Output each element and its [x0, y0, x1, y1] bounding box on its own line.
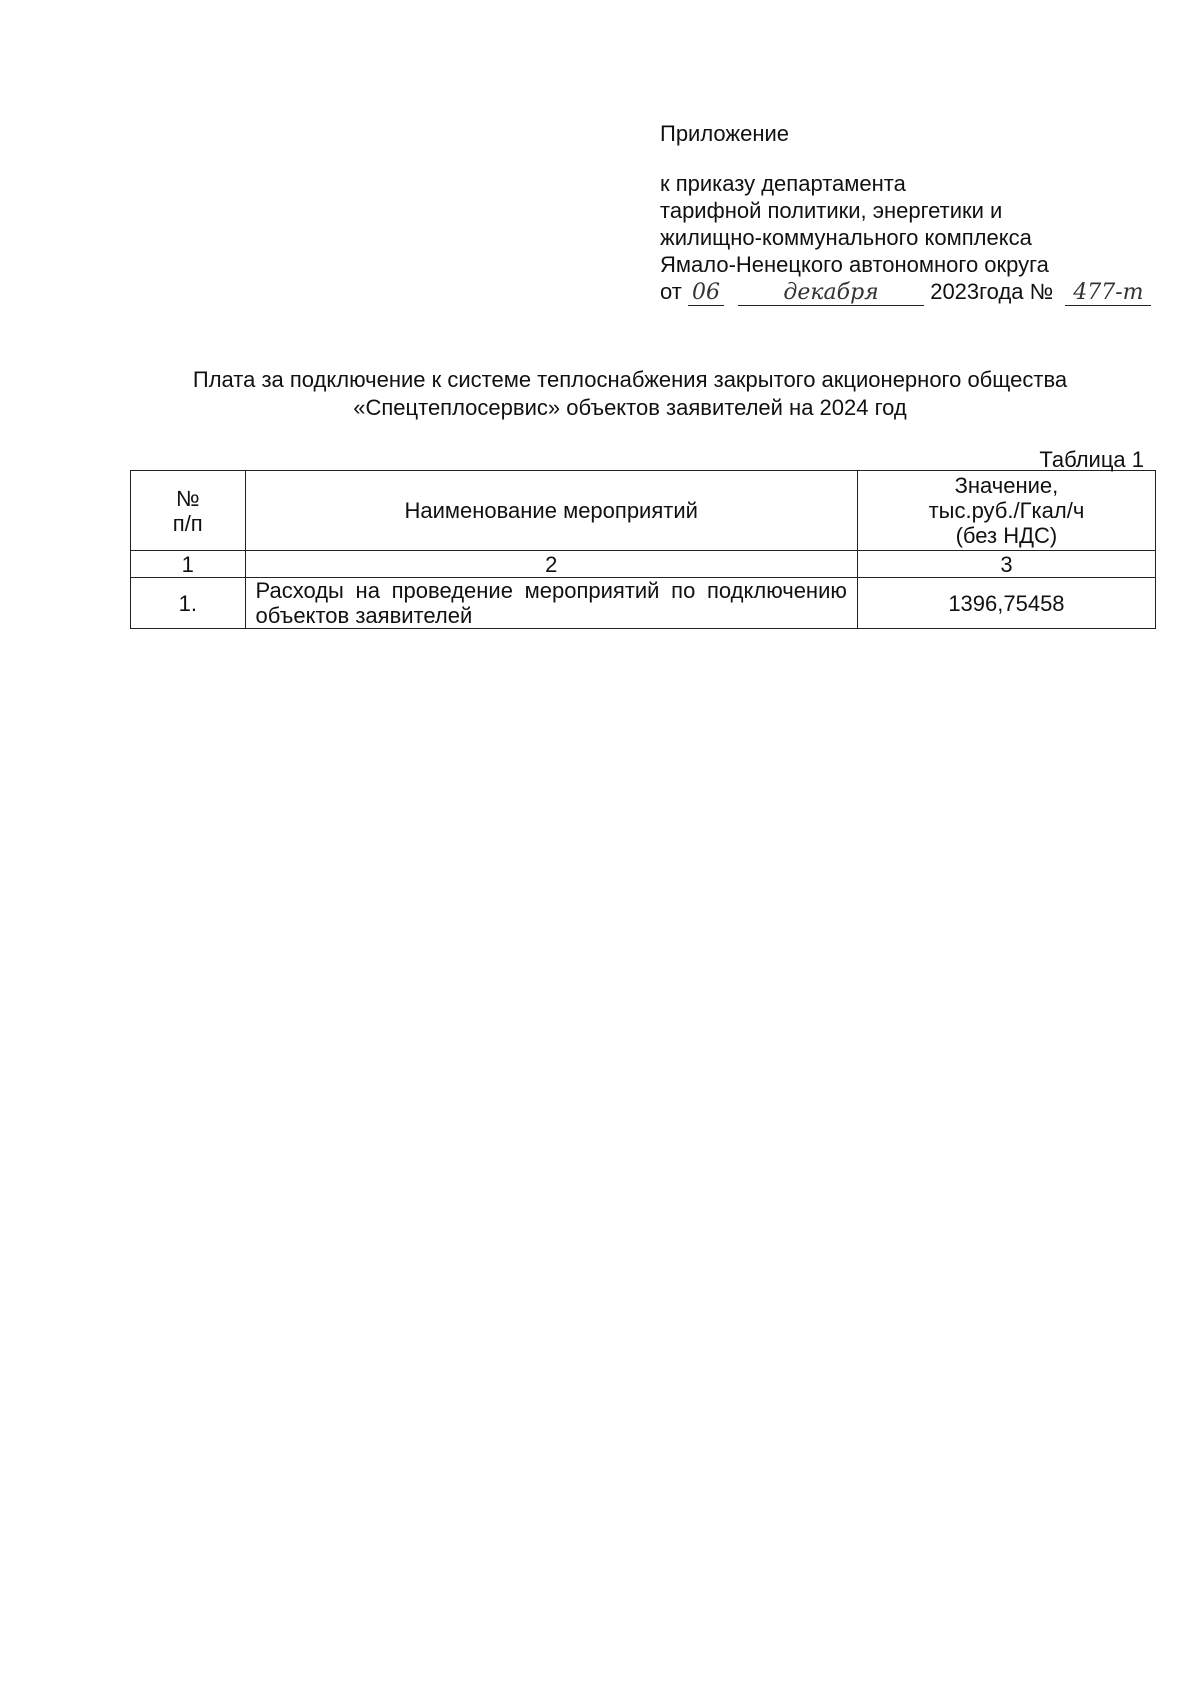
header-num-line: п/п [172, 510, 203, 536]
column-number-cell: 1 [131, 551, 246, 578]
table-caption: Таблица 1 [1039, 447, 1144, 472]
appendix-line: к приказу департамента [660, 171, 906, 196]
column-number-row [131, 551, 1156, 578]
appendix-label: Приложение [660, 121, 790, 146]
header-num-line: № [175, 485, 200, 511]
date-year-text: 2023года № [930, 279, 1054, 304]
header-value-line: (без НДС) [955, 523, 1058, 548]
appendix-line: Ямало-Ненецкого автономного округа [660, 252, 1049, 277]
order-date-line [660, 278, 1144, 306]
column-number-cell: 3 [857, 551, 1155, 578]
table-row [131, 578, 1156, 629]
header-name-cell: Наименование мероприятий [245, 471, 857, 551]
handwritten-month: декабря [738, 281, 924, 306]
table-header-row [131, 471, 1156, 551]
column-number-cell: 2 [245, 551, 857, 578]
fee-table [130, 470, 1156, 629]
appendix-line: жилищно-коммунального комплекса [660, 225, 1032, 250]
title-line-2: «Спецтеплосервис» объектов заявителей на 2024 год [353, 395, 907, 420]
handwritten-order-number: 477-т [1065, 281, 1151, 306]
row-name-cell: Расходы на проведение мероприятий по подключению объектов заявителей [245, 578, 857, 629]
header-value-line: тыс.руб./Гкал/ч [928, 498, 1085, 523]
header-num-cell [131, 471, 246, 551]
date-prefix: от [660, 279, 682, 304]
header-value-line: Значение, [954, 473, 1059, 498]
appendix-block [660, 120, 1144, 306]
appendix-line: тарифной политики, энергетики и [660, 198, 1003, 223]
header-value-cell [857, 471, 1155, 551]
title-line-1: Плата за подключение к системе теплоснабжения закрытого акционерного общества [192, 367, 1068, 392]
row-num-cell: 1. [131, 578, 246, 629]
document-title [130, 366, 1130, 422]
handwritten-day: 06 [688, 281, 724, 306]
row-value-cell: 1396,75458 [857, 578, 1155, 629]
